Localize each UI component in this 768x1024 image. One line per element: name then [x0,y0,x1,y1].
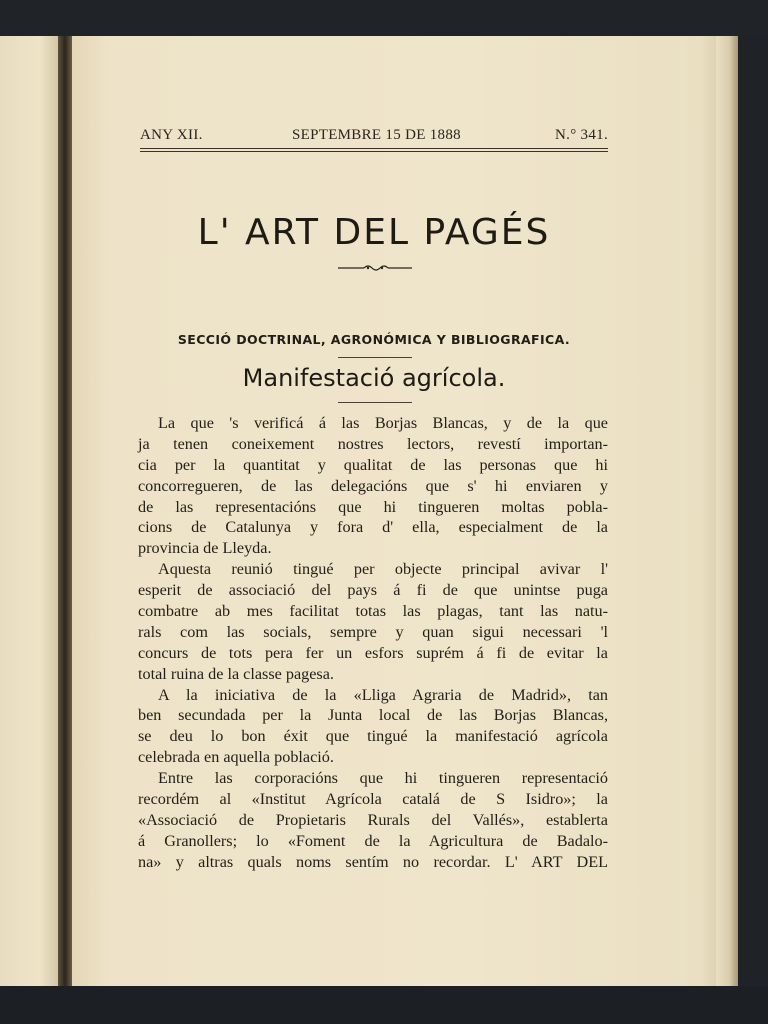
header-number: N.° 341. [555,127,608,143]
ornament-divider [338,262,412,274]
masthead-title: L' ART DEL PAGÉS [197,212,551,253]
title-rule [338,402,412,403]
header-rule-top [140,148,608,149]
body-line: celebrada en aquella població. [138,748,334,767]
body-line: de las representacións que hi tingueren moltas pobla- [138,497,608,516]
body-line: «Associació de Propietaris Rurals del Vallés», establerta [138,810,608,829]
section-rule [338,357,412,358]
body-line: rals com las socials, sempre y quan sigui necessari 'l [138,622,608,641]
body-line: combatre ab mes facilitat totas las plagas, tant las natu- [138,602,608,621]
body-line: cions de Catalunya y fora d' ella, especialment de la [138,518,608,537]
header-year: ANY XII. [140,127,203,143]
body-line: na» y altras quals noms sentím no recordar. L' ART DEL [138,852,608,871]
body-line: A la iniciativa de la «Lliga Agraria de Madrid», tan [158,685,608,704]
body-line: á Granollers; lo «Foment de la Agricultura de Badalo- [138,831,608,850]
left-page [0,36,66,988]
body-line: cia per la quantitat y qualitat de las personas que hi [138,455,608,474]
header-date: SEPTEMBRE 15 DE 1888 [292,127,461,143]
background-bottom [0,986,768,1024]
running-header [140,127,608,147]
body-line: concorregueren, de las delegacións que s' hi enviaren y [138,476,608,495]
section-heading: SECCIÓ DOCTRINAL, AGRONÓMICA Y BIBLIOGRAFICA. [177,332,571,347]
body-line: La que 's verificá á las Borjas Blancas, y de la que [158,414,608,432]
body-line: Entre las corporacións que hi tingueren representació [158,769,608,788]
article-body [138,413,608,873]
body-line: total ruina de la classe pagesa. [138,664,334,683]
background-top [0,0,768,36]
body-line: ben secundada per la Junta local de las Borjas Blancas, [138,706,608,725]
body-line: esperit de associació del pays á fi de que unintse puga [138,581,608,600]
body-line: concurs de tots pera fer un esfors suprém á fi de evitar la [138,643,608,662]
body-line: se deu lo bon éxit que tingué la manifestació agrícola [138,727,608,746]
page-edge [716,36,738,986]
article-title: Manifestació agrícola. [242,364,506,392]
book-spine [58,36,72,988]
header-rule-bottom [140,151,608,152]
body-line: ja tenen coneixement nostres lectors, revestí importan- [138,434,608,453]
body-line: recordém al «Institut Agrícola catalá de S Isidro»; la [138,790,608,809]
body-line: provincia de Lleyda. [138,539,272,558]
body-line: Aquesta reunió tingué per objecte principal avivar l' [158,560,608,579]
